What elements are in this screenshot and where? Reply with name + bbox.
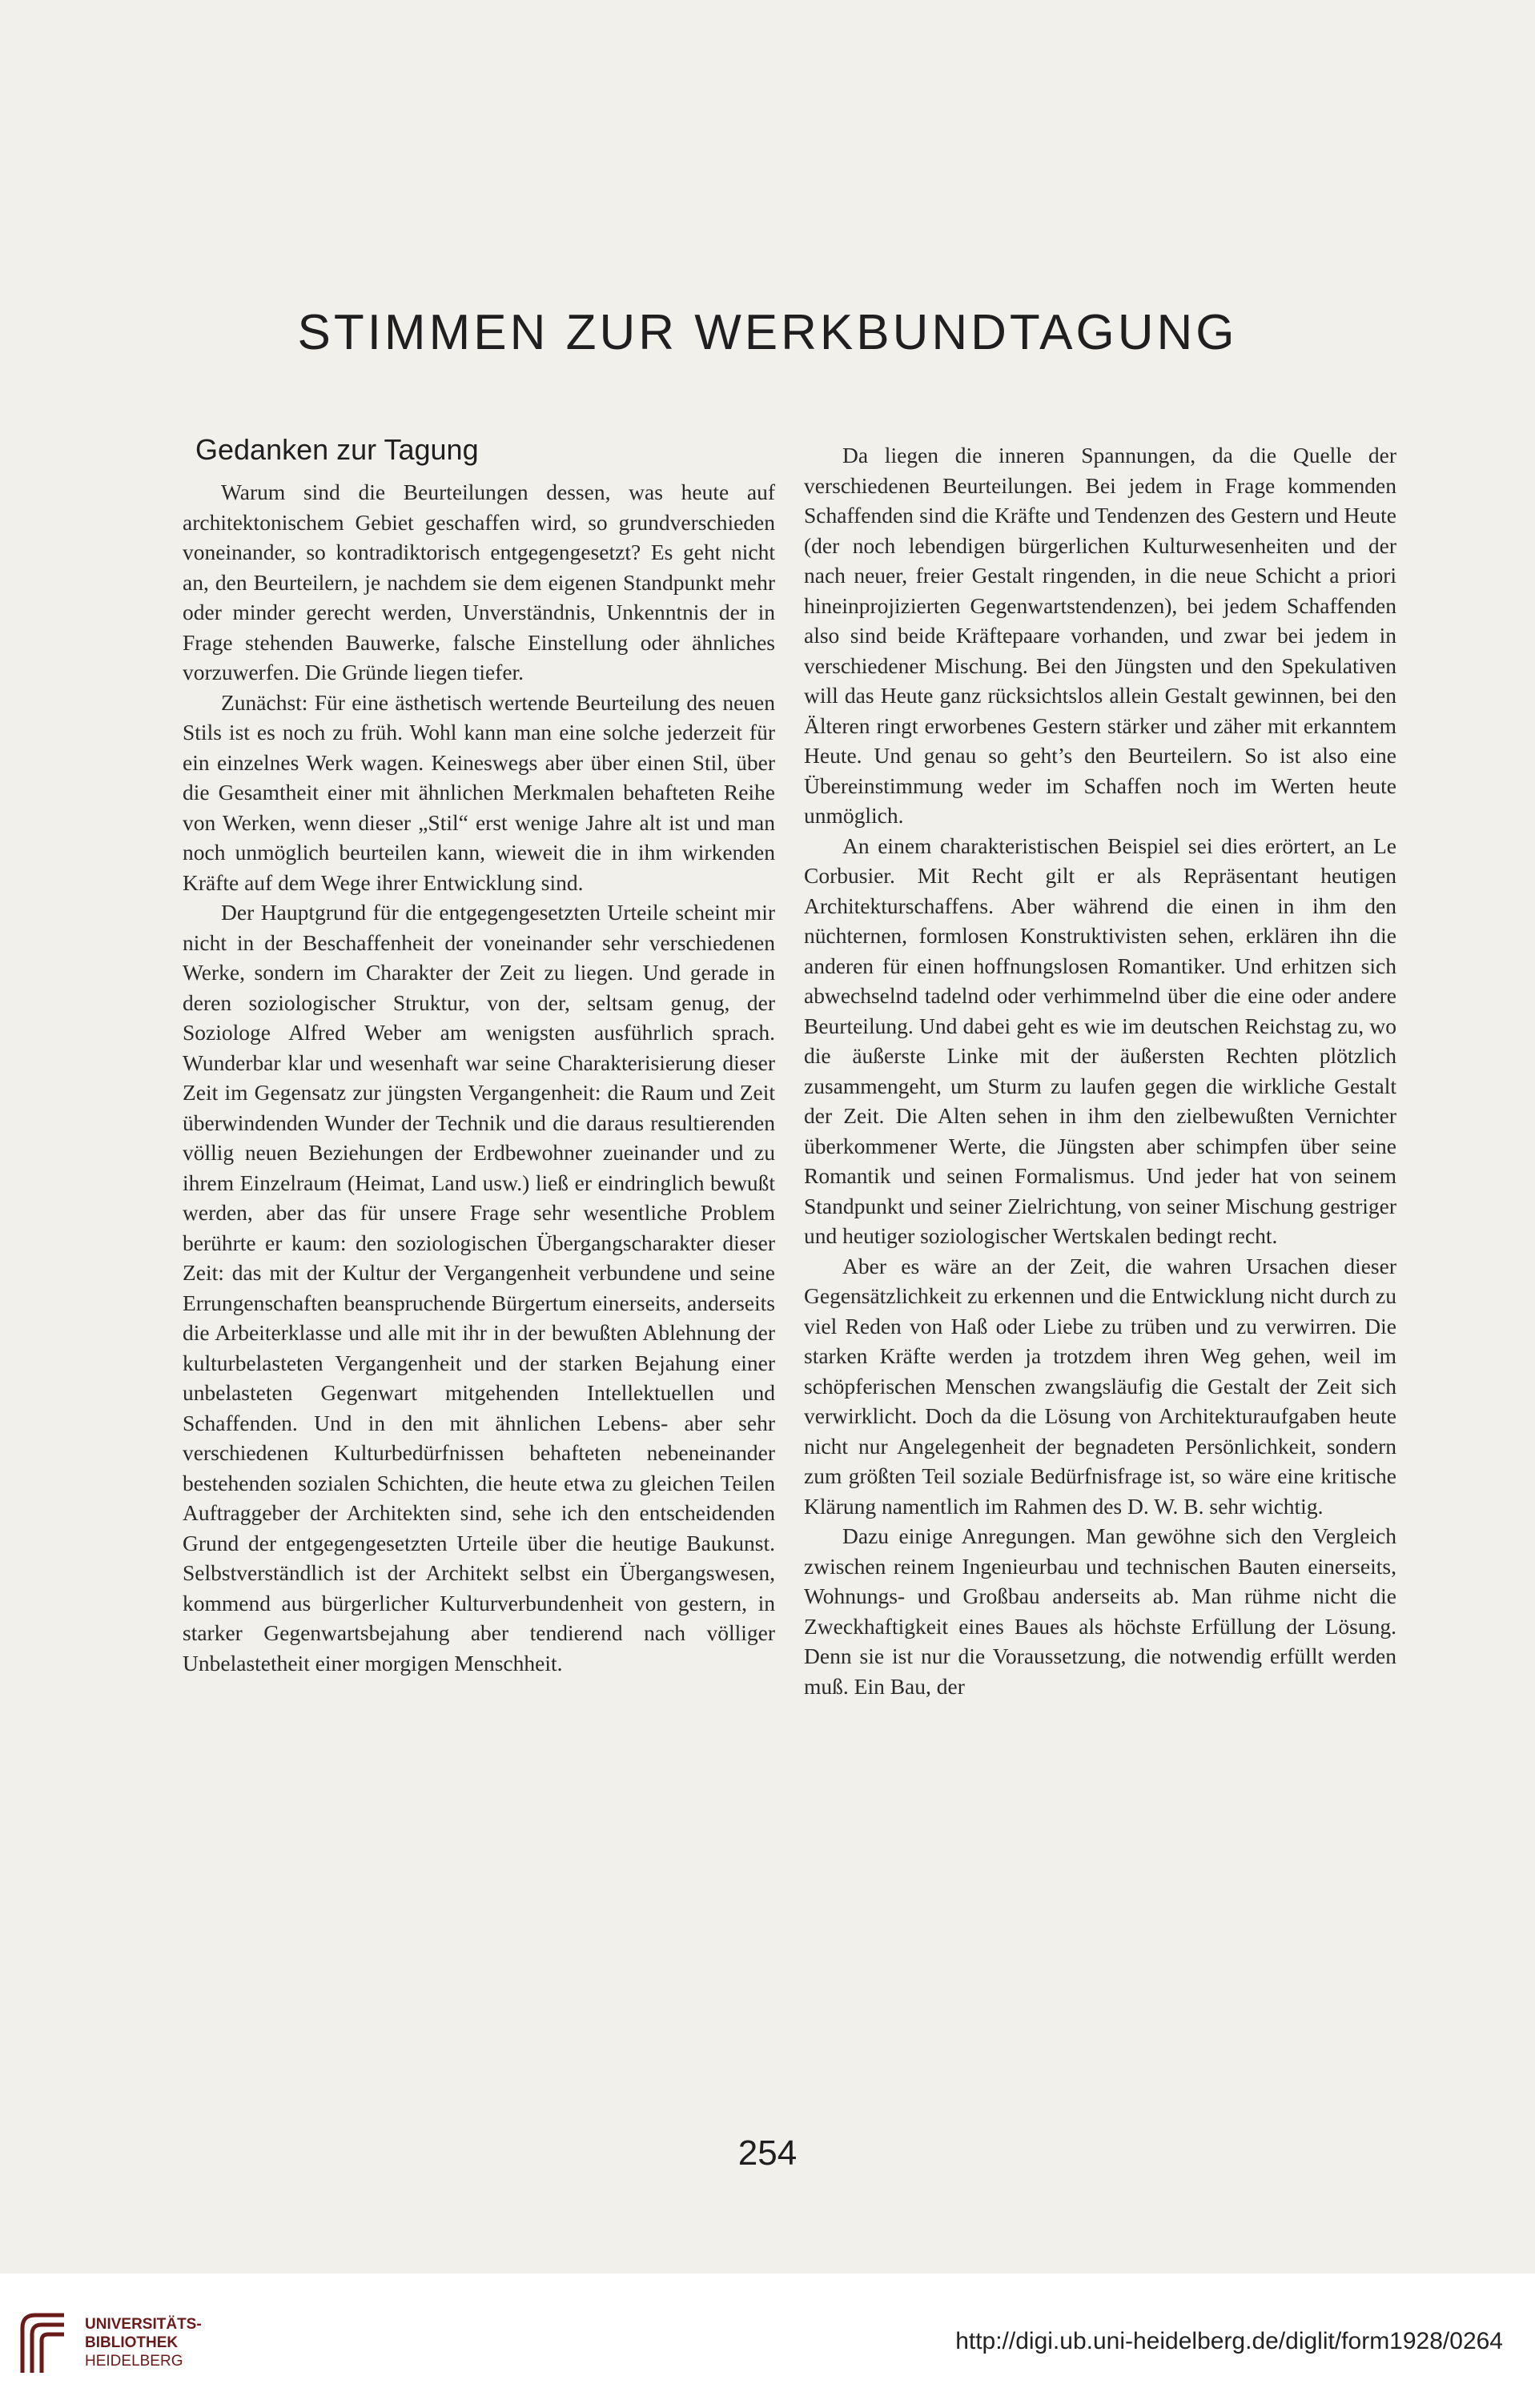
library-name-line: UNIVERSITÄTS- (85, 2316, 202, 2333)
ub-heidelberg-logo-icon (16, 2310, 69, 2374)
library-name-line: BIBLIOTHEK (85, 2334, 179, 2351)
paragraph: An einem charakteristischen Beispiel sei dies erörtert, an Le Corbusier. Mit Recht gilt er als Repräsentant heutigen Architekturschaffens. Aber während die einen in ihm den nüchternen, formlosen Konstruktivisten sehen, erklären ihn die anderen für einen hoffnungslosen Romantiker. Und erhitzen sich abwechselnd tadelnd oder verhimmelnd über die eine oder andere Beurteilung. Und dabei geht es wie im deutschen Reichstag zu, wo die äußerste Linke mit der äußersten Rechten plötzlich zusammengeht, um Sturm zu laufen gegen die wirkliche Gestalt der Zeit. Die Alten sehen in ihm den zielbewußten Vernichter überkommener Werte, die Jüngsten aber schimpfen über seine Romantik und seinen Formalismus. Und jeder hat von seinem Standpunkt und seiner Zielrichtung, von seiner Mischung gestriger und heutiger soziologischer Wertskalen bedingt recht. (804, 833, 1396, 1248)
paragraph: Aber es wäre an der Zeit, die wahren Ursachen dieser Gegensätzlichkeit zu erkennen und die Entwicklung nicht durch zu viel Reden von Haß oder Liebe zu trüben und zu verwirren. Die starken Kräfte werden ja trotzdem ihren Weg gehen, weil im schöpferischen Menschen zwangsläufig die Gestalt der Zeit sich verwirklicht. Doch da die Lösung von Architekturaufgaben heute nicht nur Angelegenheit der begnadeten Persönlichkeit, sondern zum größten Teil soziale Bedürfnisfrage ist, so wäre eine kritische Klärung namentlich im Rahmen des D. W. B. sehr wichtig. (804, 1253, 1396, 1519)
left-column (183, 432, 775, 1678)
source-url-link[interactable]: http://digi.ub.uni-heidelberg.de/diglit/form1928/0264 (955, 2328, 1503, 2354)
paragraph: Da liegen die inneren Spannungen, da die Quelle der verschiedenen Beurteilungen. Bei jedem in Frage kommenden Schaffenden sind die Kräfte und Tendenzen des Gestern und Heute (der noch lebendigen bürgerlichen Kulturwesenheiten und der nach neuer, freier Gestalt ringenden, in die neue Schicht a priori hineinprojizierten Gegenwartstendenzen), bei jedem Schaffenden also sind beide Kräftepaare vorhanden, und zwar bei jedem in verschiedener Mischung. Bei den Jüngsten und den Spekulativen will das Heute ganz rücksichtslos allein Gestalt gewinnen, bei den Älteren ringt erworbenes Gestern stärker und zäher mit erkanntem Heute. Und genau so geht’s den Beurteilern. So ist also eine Übereinstimmung weder im Schaffen noch im Werten heute unmöglich. (804, 443, 1396, 828)
right-column (804, 440, 1396, 1701)
paragraph: Zunächst: Für eine ästhetisch wertende Beurteilung des neuen Stils ist es noch zu früh. Wohl kann man eine solche jederzeit für ein einzelnes Werk wagen. Keineswegs aber über einen Stil, über die Gesamtheit einer mit ähnlichen Merkmalen behafteten Reihe von Werken, wenn dieser „Stil“ erst wenige Jahre alt ist und man noch unmöglich beurteilen kann, wieweit die in ihm wirkenden Kräfte auf dem Wege ihrer Entwicklung sind. (183, 689, 775, 895)
article-heading: Gedanken zur Tagung (195, 433, 479, 466)
paragraph: Warum sind die Beurteilungen dessen, was heute auf architektonischem Gebiet geschaffen wird, so grundverschieden voneinander, so kontradiktorisch entgegengesetzt? Es geht nicht an, den Beurteilern, je nachdem sie dem eigenen Standpunkt mehr oder minder gerecht werden, Unverständnis, Unkenntnis der in Frage stehenden Bauwerke, falsche Einstellung oder ähnliches vorzuwerfen. Die Gründe liegen tiefer. (183, 480, 775, 684)
page-number: 254 (737, 2133, 798, 2173)
library-name-line: HEIDELBERG (85, 2353, 183, 2370)
paragraph: Der Hauptgrund für die entgegengesetzten Urteile scheint mir nicht in der Beschaffenheit der voneinander sehr verschiedenen Werke, sondern im Charakter der Zeit zu liegen. Und gerade in deren soziologischer Struktur, von der, seltsam genug, der Soziologe Alfred Weber am wenigsten ausführlich sprach. Wunderbar klar und wesenhaft war seine Charakterisierung dieser Zeit im Gegensatz zur jüngsten Vergangenheit: die Raum und Zeit überwindenden Wunder der Technik und die daraus resultierenden völlig neuen Beziehungen der Erdbewohner zueinander und zu ihrem Einzelraum (Heimat, Land usw.) ließ er eindringlich bewußt werden, aber das für unsere Frage sehr wesentliche Problem berührte er kaum: den soziologischen Übergangscharakter dieser Zeit: das mit der Kultur der Vergangenheit verbundene und seine Errungenschaften beanspruchende Bürgertum einerseits, anderseits die Arbeiterklasse und alle mit ihr in der bewußten Ablehnung der kulturbelasteten Vergangenheit und der starken Bejahung einer unbelasteten Gegenwart mitgehenden Intellektuellen und Schaffenden. Und in den mit ähnlichen Lebens- aber sehr verschiedenen Kulturbedürfnissen behafteten nebeneinander bestehenden sozialen Schichten, die heute etwa zu gleichen Teilen Auftraggeber der Architekten sind, sehe ich den entscheidenden Grund der entgegengesetzten Urteile über die heutige Baukunst. Selbstverständlich ist der Architekt selbst ein Übergangswesen, kommend aus bürgerlicher Kulturverbundenheit von gestern, in starker Gegenwartsbejahung aber tendierend nach völliger Unbelastetheit einer morgigen Menschheit. (183, 900, 775, 1676)
paragraph: Dazu einige Anregungen. Man gewöhne sich den Vergleich zwischen reinem Ingenieurbau und technischen Bauten einerseits, Wohnungs- und Großbau anderseits ab. Man rühme nicht die Zweckhaftigkeit eines Baues als höchste Erfüllung der Lösung. Denn sie ist nur die Voraussetzung, die notwendig erfüllt werden muß. Ein Bau, der (804, 1523, 1396, 1699)
page-title: STIMMEN ZUR WERKBUNDTAGUNG (297, 305, 1238, 360)
digitization-footer (0, 2274, 1535, 2408)
library-name (85, 2315, 202, 2370)
